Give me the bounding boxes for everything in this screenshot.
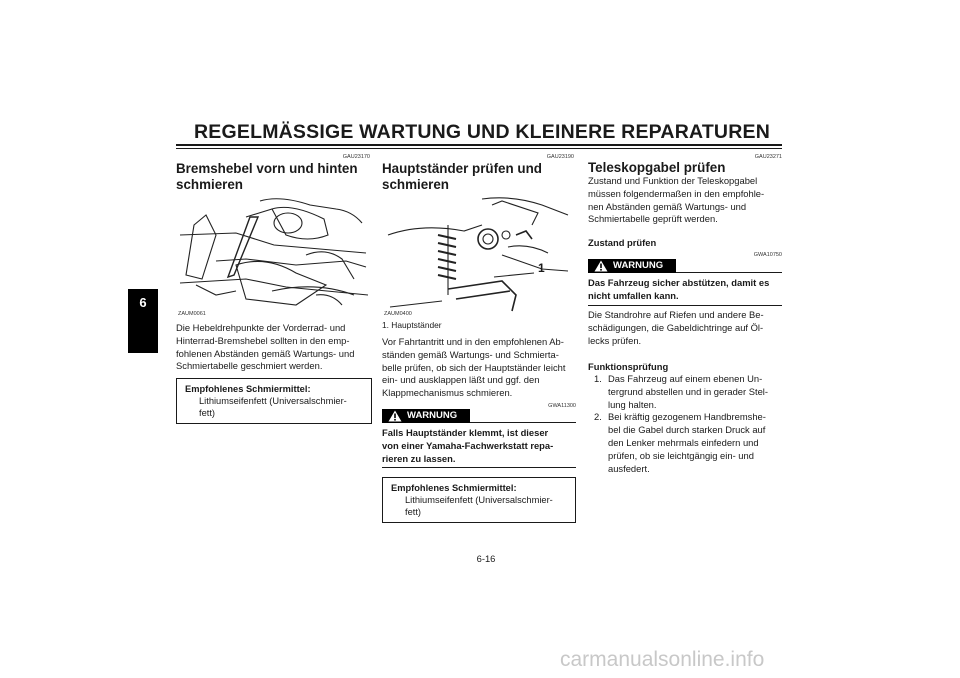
watermark: carmanualsonline.info	[560, 648, 765, 671]
center-stand-illustration	[382, 195, 576, 317]
section-heading: Hauptständer prüfen und schmieren	[382, 161, 542, 192]
callout-number: 1	[538, 261, 545, 275]
image-code: ZAUM0061	[178, 311, 206, 317]
image-code: ZAUM0400	[384, 311, 412, 317]
chapter-tab: 6	[128, 289, 158, 353]
lubricant-box: Empfohlenes Schmiermittel: Lithiumseifenfett (Universalschmier- fett)	[382, 477, 576, 523]
section-code: GAU23170	[342, 154, 370, 160]
section-heading: Bremshebel vorn und hinten schmieren	[176, 161, 358, 192]
header-rule-thick	[176, 144, 782, 146]
section-body: Vor Fahrtantritt und in den empfohlenen Ab- ständen gemäß Wartungs- und Schmierta- belle prüfen, ob sich der Hauptständer leicht ein- und ausklappen läßt und ggf. den Klappmechanismus schmieren.	[382, 336, 566, 399]
warning-badge: WARNUNG	[382, 409, 470, 423]
section-code: GAU23190	[546, 154, 574, 160]
page-title: REGELMÄSSIGE WARTUNG UND KLEINERE REPARATUREN	[194, 121, 770, 143]
subheading: Zustand prüfen	[588, 237, 657, 248]
warning-code: GWA11300	[548, 403, 576, 409]
warning-code: GWA10750	[753, 252, 782, 258]
brake-lever-illustration	[176, 195, 372, 317]
warning-triangle-icon	[388, 410, 402, 422]
section-code: GAU23271	[754, 154, 782, 160]
figure-caption: 1. Hauptständer	[382, 320, 442, 330]
list-item: 1. Das Fahrzeug auf einem ebenen Un- tergrund abstellen und in gerader Stel- lung halten.	[594, 373, 768, 410]
warning-rule	[470, 422, 576, 423]
section-intro: Zustand und Funktion der Teleskopgabel müssen folgendermaßen in den empfohle- nen Abständen gemäß Wartungs- und Schmiertabelle geprüft werden.	[588, 175, 765, 225]
warning-rule	[676, 272, 782, 273]
warning-end-rule	[382, 467, 576, 468]
lubricant-box: Empfohlenes Schmiermittel: Lithiumseifenfett (Universalschmier- fett)	[176, 378, 372, 424]
warning-triangle-icon	[594, 260, 608, 272]
list-item: 2. Bei kräftig gezogenem Handbremshe- bel die Gabel durch starken Druck auf den Lenker mehrmals einfedern und prüfen, ob sie leichtgängig ein- und ausfedert.	[594, 411, 766, 474]
procedure-list	[588, 373, 782, 475]
section-heading: Teleskopgabel prüfen	[588, 160, 726, 175]
warning-text: Das Fahrzeug sicher abstützen, damit es nicht umfallen kann.	[588, 277, 770, 301]
header-rule-thin	[176, 148, 782, 149]
warning-text: Falls Hauptständer klemmt, ist dieser von einer Yamaha-Fachwerkstatt repa- rieren zu lassen.	[382, 427, 554, 464]
subheading: Funktionsprüfung	[588, 361, 669, 372]
page-number: 6-16	[476, 553, 496, 564]
warning-badge: WARNUNG	[588, 259, 676, 273]
warning-end-rule	[588, 305, 782, 306]
condition-text: Die Standrohre auf Riefen und andere Be- schädigungen, die Gabeldichtringe auf Öl- lecks prüfen.	[588, 309, 764, 346]
section-body: Die Hebeldrehpunkte der Vorderrad- und Hinterrad-Bremshebel sollten in den emp- fohlenen Abständen gemäß Wartungs- und Schmiertabelle geschmiert werden.	[176, 322, 355, 372]
